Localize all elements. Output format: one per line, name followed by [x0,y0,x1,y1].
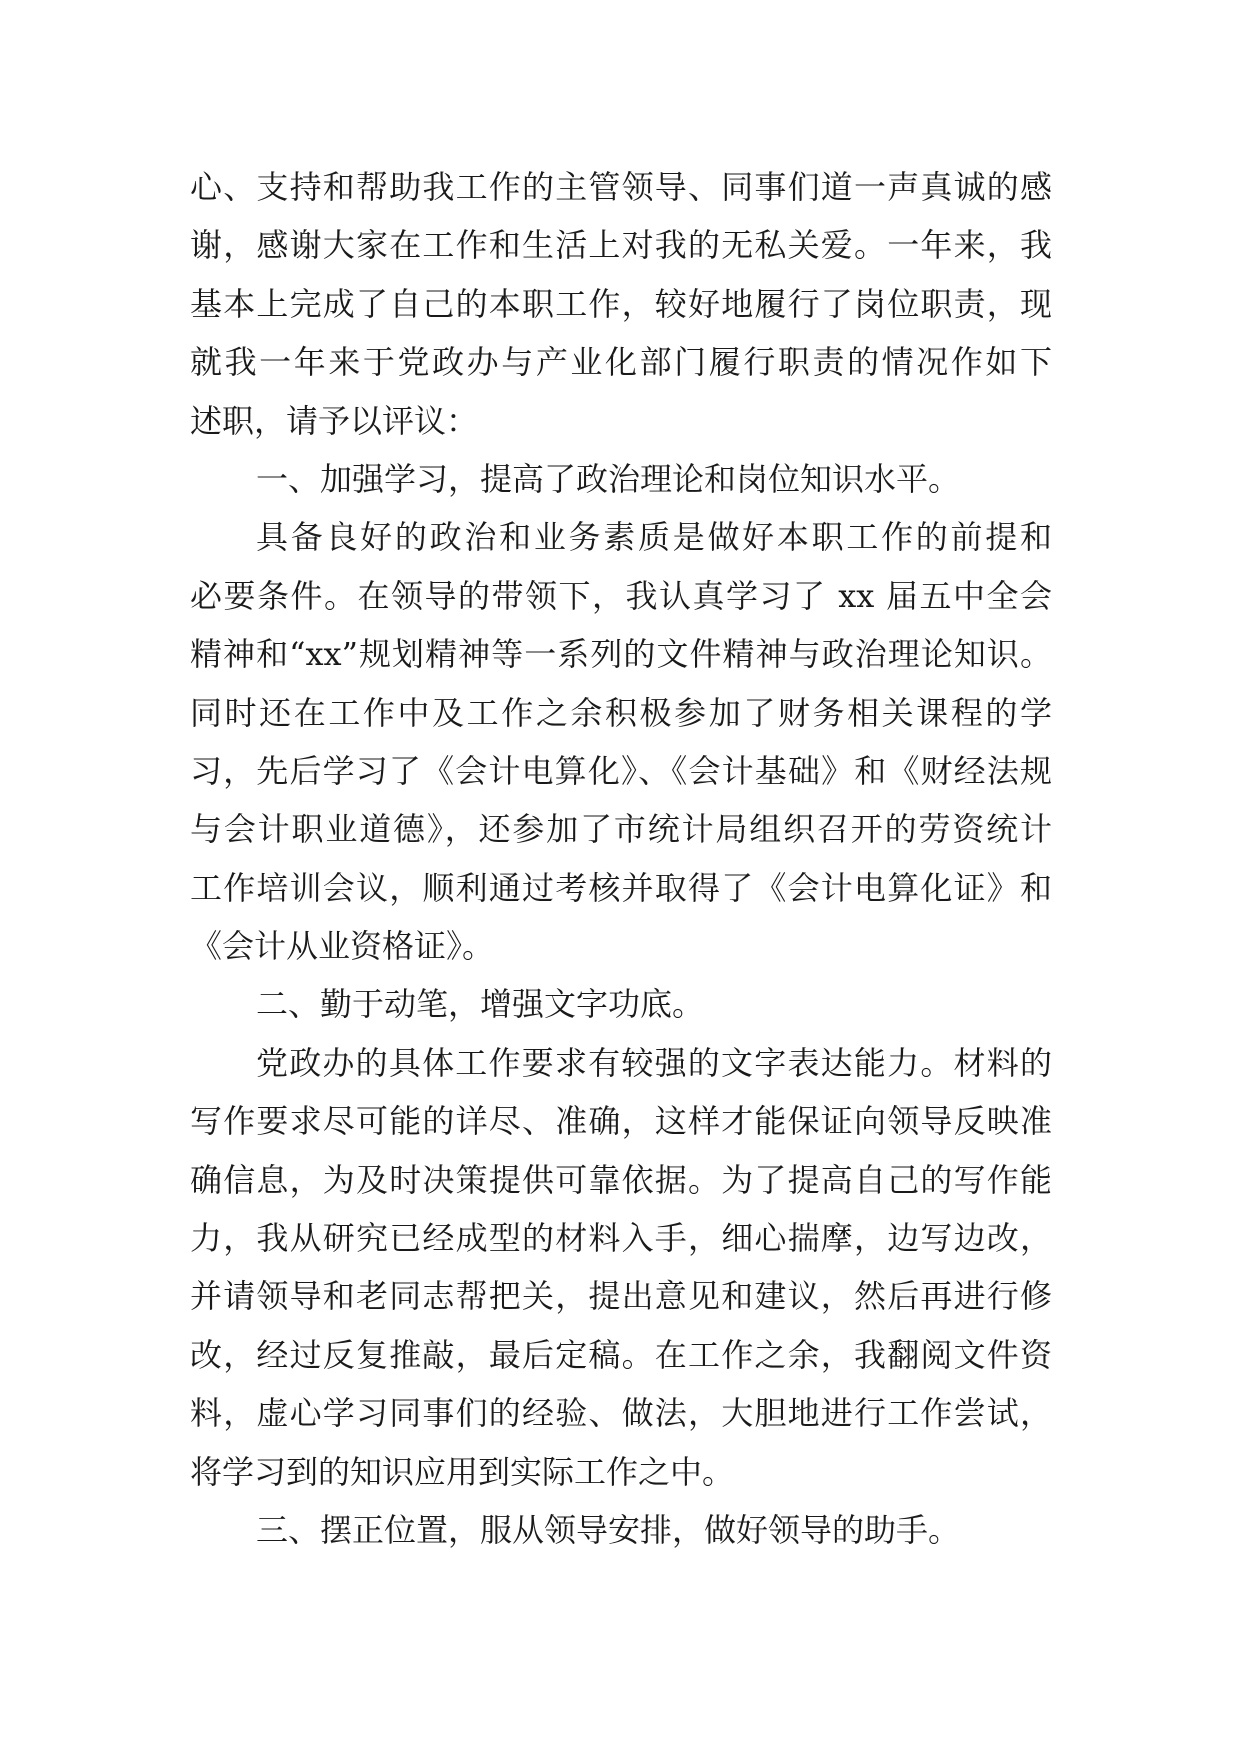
text-line: 同时还在工作中及工作之余积极参加了财务相关课程的学 [190,693,1052,732]
text-line: 力，我从研究已经成型的材料入手，细心揣摩，边写边改， [190,1219,1052,1258]
text-line: 并请领导和老同志帮把关，提出意见和建议，然后再进行修 [190,1277,1052,1316]
section-heading: 一、加强学习，提高了政治理论和岗位知识水平。 [256,459,961,498]
text-line: 就我一年来于党政办与产业化部门履行职责的情况作如下 [190,343,1052,382]
text-line: 《会计从业资格证》。 [190,927,495,966]
text-line: 心、支持和帮助我工作的主管领导、同事们道一声真诚的感 [190,168,1052,206]
text-line: 党政办的具体工作要求有较强的文字表达能力。材料的 [256,1043,1052,1082]
text-line: 料，虚心学习同事们的经验、做法，大胆地进行工作尝试， [190,1394,1052,1433]
text-line: 改，经过反复推敲，最后定稿。在工作之余，我翻阅文件资 [190,1335,1052,1374]
text-line: 必要条件。在领导的带领下，我认真学习了 xx 届五中全会 [190,576,1052,615]
text-line: 与会计职业道德》，还参加了市统计局组织召开的劳资统计 [190,810,1052,849]
text-line: 确信息，为及时决策提供可靠依据。为了提高自己的写作能 [190,1160,1052,1199]
text-line: 基本上完成了自己的本职工作，较好地履行了岗位职责，现 [190,284,1052,323]
text-line: 工作培训会议，顺利通过考核并取得了《会计电算化证》和 [190,868,1052,907]
section-heading: 三、摆正位置，服从领导安排，做好领导的助手。 [256,1510,961,1549]
section-heading: 二、勤于动笔，增强文字功底。 [256,985,705,1024]
text-line: 述职，请予以评议： [190,401,479,440]
text-line: 习，先后学习了《会计电算化》、《会计基础》和《财经法规 [190,751,1052,790]
text-line: 将学习到的知识应用到实际工作之中。 [190,1452,735,1491]
text-line: 写作要求尽可能的详尽、准确，这样才能保证向领导反映准 [190,1102,1052,1141]
text-line: 具备良好的政治和业务素质是做好本职工作的前提和 [256,518,1052,557]
text-line: 精神和“xx”规划精神等一系列的文件精神与政治理论知识。 [190,635,1052,674]
text-line: 谢，感谢大家在工作和生活上对我的无私关爱。一年来，我 [190,226,1052,265]
body-text [190,158,1052,1559]
